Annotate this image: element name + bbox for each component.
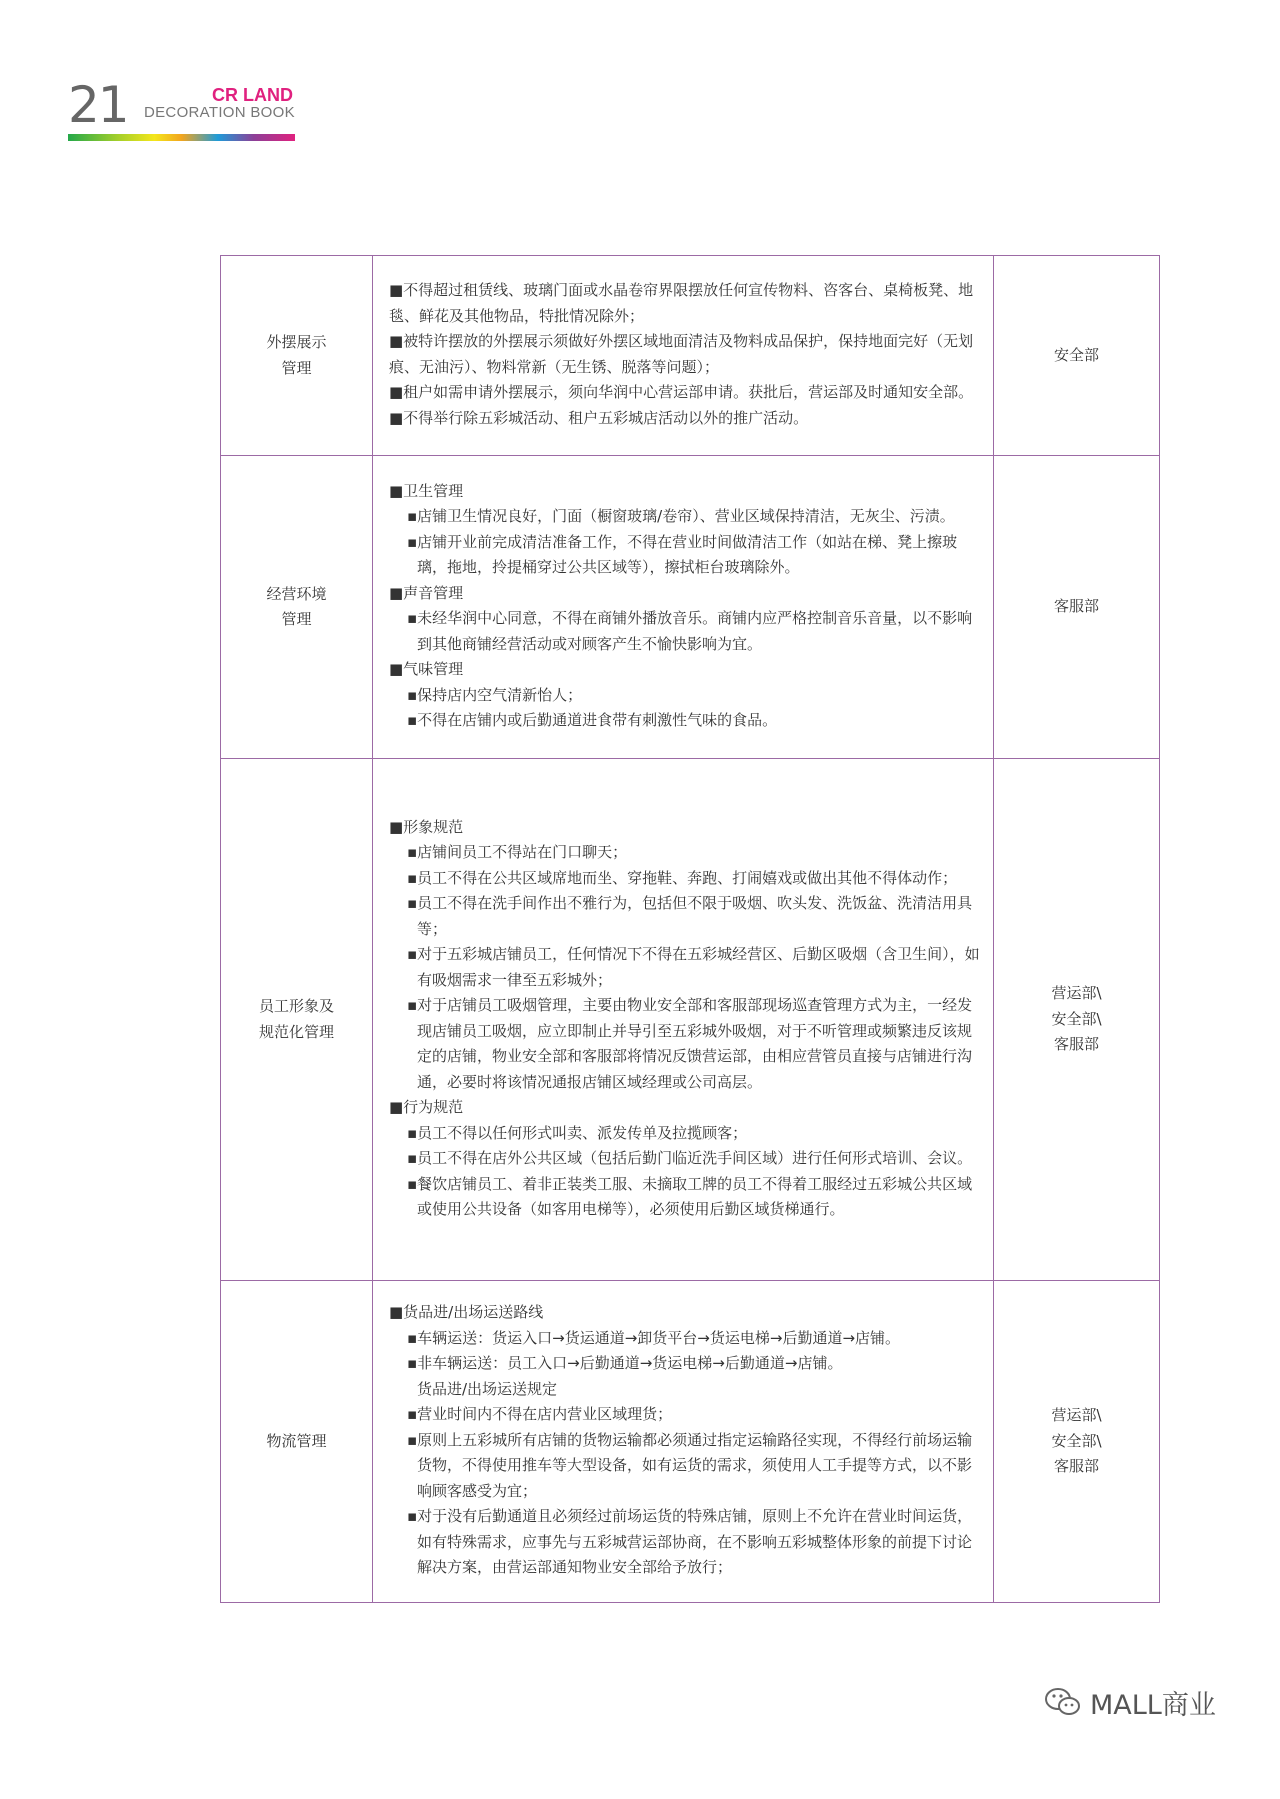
watermark <box>1044 1682 1216 1722</box>
rule-item: ▪不得在店铺内或后勤通道进食带有刺激性气味的食品。 <box>407 711 778 729</box>
rule-content-cell <box>373 256 994 456</box>
rule-content-cell <box>373 1281 994 1603</box>
rule-item: ▪原则上五彩城所有店铺的货物运输都必须通过指定运输路径实现，不得经行前场运输货物，不得使用推车等大型设备，如有运货的需求，须使用人工手提等方式，以不影响顾客感受为宜； <box>407 1430 973 1500</box>
department-cell: 客服部 <box>994 456 1160 759</box>
rule-item: ▪员工不得以任何形式叫卖、派发传单及拉揽顾客； <box>407 1123 748 1142</box>
rules-table <box>220 255 1160 1603</box>
rule-heading: ■租户如需申请外摆展示，须向华润中心营运部申请。获批后，营运部及时通知安全部。 <box>389 383 974 401</box>
rule-item: ▪未经华润中心同意，不得在商铺外播放音乐。商铺内应严格控制音乐音量，以不影响到其他商铺经营活动或对顾客产生不愉快影响为宜。 <box>407 609 973 653</box>
rule-heading: ■被特许摆放的外摆展示须做好外摆区域地面清洁及物料成品保护，保持地面完好（无划痕、无油污）、物料常新（无生锈、脱落等问题）； <box>389 332 974 376</box>
department-cell: 营运部\ 安全部\ 客服部 <box>994 759 1160 1281</box>
brand-name: CR LAND <box>212 85 293 105</box>
page-header <box>68 76 298 142</box>
book-subtitle: DECORATION BOOK <box>144 104 295 121</box>
department-cell: 安全部 <box>994 256 1160 456</box>
rule-heading: ■形象规范 <box>389 817 464 836</box>
rule-heading: ■声音管理 <box>389 583 464 602</box>
rule-item: ▪非车辆运送：员工入口→后勤通道→货运电梯→后勤通道→店铺。 <box>407 1354 843 1373</box>
rainbow-bar <box>68 134 295 141</box>
rule-item: ▪餐饮店铺员工、着非正装类工服、未摘取工牌的员工不得着工服经过五彩城公共区域或使用公共设备（如客用电梯等），必须使用后勤区域货梯通行。 <box>407 1174 973 1218</box>
watermark-text: MALL商业 <box>1090 1689 1216 1721</box>
rule-item: ▪对于店铺员工吸烟管理，主要由物业安全部和客服部现场巡查管理方式为主，一经发现店铺员工吸烟，应立即制止并导引至五彩城外吸烟，对于不听管理或频繁违反该规定的店铺，物业安全部和客服部将情况反馈营运部，由相应营管员直接与店铺进行沟通，必要时将该情况通报店铺区域经理或公司高层。 <box>407 996 973 1091</box>
rule-content-cell <box>373 456 994 759</box>
rule-item: ▪店铺开业前完成清洁准备工作，不得在营业时间做清洁工作（如站在梯、凳上擦玻璃，拖地，拎提桶穿过公共区域等），擦拭柜台玻璃除外。 <box>407 532 958 576</box>
rule-heading: ■不得超过租赁线、玻璃门面或水晶卷帘界限摆放任何宣传物料、咨客台、桌椅板凳、地毯、鲜花及其他物品，特批情况除外； <box>389 281 974 325</box>
rule-item: ▪员工不得在店外公共区域（包括后勤门临近洗手间区域）进行任何形式培训、会议。 <box>407 1149 973 1167</box>
rule-item: ▪对于五彩城店铺员工，任何情况下不得在五彩城经营区、后勤区吸烟（含卫生间），如有吸烟需求一律至五彩城外； <box>407 945 980 989</box>
rule-item: ▪营业时间内不得在店内营业区域理货； <box>407 1405 673 1424</box>
rule-item: ▪店铺卫生情况良好，门面（橱窗玻璃/卷帘）、营业区域保持清洁，无灰尘、污渍。 <box>407 507 955 525</box>
category-cell: 外摆展示 管理 <box>221 256 373 456</box>
rule-heading: ■行为规范 <box>389 1098 464 1116</box>
rule-item: ▪员工不得在公共区域席地而坐、穿拖鞋、奔跑、打闹嬉戏或做出其他不得体动作； <box>407 868 958 887</box>
rule-item: ▪对于没有后勤通道且必须经过前场运货的特殊店铺，原则上不允许在营业时间运货，如有特殊需求，应事先与五彩城营运部协商，在不影响五彩城整体形象的前提下讨论解决方案，由营运部通知物业安全部给予放行； <box>407 1507 973 1577</box>
rule-heading: ■不得举行除五彩城活动、租户五彩城店活动以外的推广活动。 <box>389 408 809 427</box>
category-cell: 物流管理 <box>221 1281 373 1603</box>
rule-item: ▪车辆运送：货运入口→货运通道→卸货平台→货运电梯→后勤通道→店铺。 <box>407 1328 901 1347</box>
rule-heading: ■货品进/出场运送路线 <box>389 1303 544 1322</box>
category-cell: 经营环境 管理 <box>221 456 373 759</box>
wechat-icon <box>1044 1686 1082 1718</box>
table-row <box>221 456 1160 759</box>
table-row <box>221 759 1160 1281</box>
category-cell: 员工形象及 规范化管理 <box>221 759 373 1281</box>
rule-heading: ■气味管理 <box>389 660 464 678</box>
rule-item: ▪店铺间员工不得站在门口聊天； <box>407 843 628 861</box>
page-number: 21 <box>68 76 128 134</box>
table-row <box>221 256 1160 456</box>
rule-item: ▪员工不得在洗手间作出不雅行为，包括但不限于吸烟、吹头发、洗饭盆、洗清洁用具等； <box>407 894 973 938</box>
rule-item: 货品进/出场运送规定 <box>417 1379 558 1398</box>
rule-item: ▪保持店内空气清新怡人； <box>407 685 583 704</box>
table-row <box>221 1281 1160 1603</box>
rule-heading: ■卫生管理 <box>389 481 464 500</box>
department-cell: 营运部\ 安全部\ 客服部 <box>994 1281 1160 1603</box>
rule-content-cell <box>373 759 994 1281</box>
